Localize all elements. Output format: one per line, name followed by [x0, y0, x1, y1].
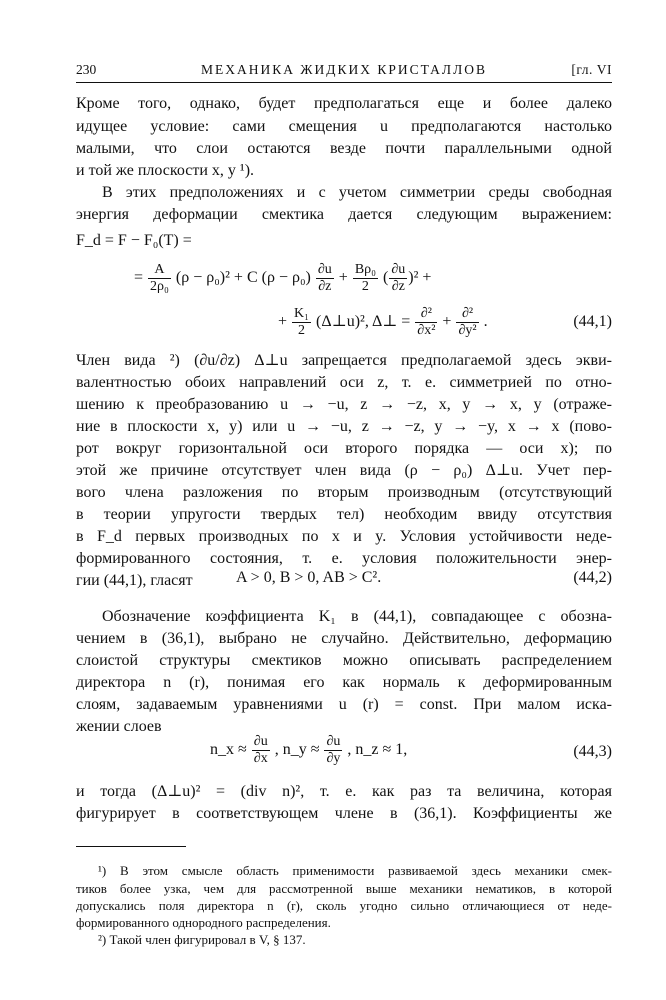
denominator: 2 [353, 278, 378, 295]
numerator: Bρ₀ [354, 262, 377, 277]
numerator: ∂u [391, 262, 406, 277]
eq-text: + [422, 269, 432, 287]
denominator: ∂z [316, 278, 334, 295]
numerator: ∂u [253, 734, 268, 749]
text-line: слоистой структуры смектиков можно описывать распределением [76, 652, 612, 669]
denominator: 2ρ₀ [150, 279, 169, 294]
eq-text: . [483, 313, 488, 331]
text-line: директора n (r), понимая его как нормаль к деформированным [76, 674, 612, 691]
fraction [316, 262, 334, 295]
text-line: этой же причине отсутствует член вида (ρ − ρ₀) Δ⊥u. Учет пер- [76, 462, 612, 479]
text-line: рот вокруг горизонтальной оси второго порядка — оси x); по [76, 440, 612, 457]
equation-44-1-line3 [278, 306, 488, 339]
fraction [252, 734, 270, 767]
numerator: K₁ [294, 306, 310, 321]
text-line: чением в (36,1), выбрано не случайно. Действительно, деформацию [76, 630, 612, 647]
footnote-rule [76, 846, 186, 847]
eq-text: + [278, 313, 292, 331]
fraction [456, 306, 478, 339]
fraction [353, 262, 378, 295]
numerator: ∂u [317, 262, 332, 277]
text-line: ние в плоскости x, y) или u → −u, z → −z, y → −y, x → x (пово- [76, 418, 612, 435]
numerator: ∂u [326, 734, 341, 749]
equation-44-1-line1: F_d = F − F₀(T) = [76, 232, 192, 249]
footnote-line: ²) Такой член фигурировал в V, § 137. [98, 932, 306, 947]
eq-text: (Δ⊥u)², Δ⊥ = [316, 313, 415, 331]
running-header [76, 60, 612, 84]
text-line: Кроме того, однако, будет предполагаться еще и более далеко [76, 95, 612, 112]
fraction [148, 262, 171, 295]
text-line: В этих предположениях и с учетом симметрии среды свободная [102, 184, 612, 201]
text-line: энергия деформации смектика дается следующим выражением: [76, 206, 612, 223]
numerator: ∂² [420, 306, 432, 321]
equation-number: (44,3) [573, 743, 612, 760]
running-title: МЕХАНИКА ЖИДКИХ КРИСТАЛЛОВ [201, 62, 487, 77]
equation-number: (44,1) [573, 313, 612, 330]
denominator: 2 [292, 322, 311, 339]
footnote-line: ¹) В этом смысле область применимости развиваемой здесь механики смек- [98, 863, 612, 878]
chapter-label: [гл. VI [571, 62, 612, 77]
fraction [292, 306, 311, 339]
eq-text: + [338, 269, 352, 287]
text-line: формированного состояния, т. е. условия положительности энер- [76, 550, 612, 567]
header-rule [76, 82, 612, 83]
eq-text: (ρ − ρ₀)² + C (ρ − ρ₀) [175, 269, 315, 287]
equation-44-3 [210, 734, 407, 767]
text-line: гии (44,1), гласят [76, 572, 193, 589]
equation-44-1-line2 [134, 262, 431, 295]
text-line: и тогда (Δ⊥u)² = (div n)², т. е. как раз та величина, которая [76, 783, 612, 800]
text-line: слоям, задаваемым уравнениями u (r) = const. При малом иска- [76, 696, 612, 713]
denominator: ∂z [389, 278, 407, 295]
eq-text: , n_y ≈ [274, 741, 324, 759]
paren: ( [383, 269, 389, 287]
denominator: ∂y² [458, 323, 477, 338]
text-line: фигурирует в соответствующем члене в (36,1). Коэффициенты же [76, 805, 612, 822]
text-line: малыми, что слои остаются везде почти параллельными одной [76, 140, 612, 157]
text-line: и той же плоскости x, y ¹). [76, 162, 255, 179]
text-line: вого члена разложения по вторым производным (отсутствующий [76, 484, 612, 501]
eq-text: = [134, 269, 148, 287]
eq-text: n_x ≈ [210, 741, 251, 759]
fraction [389, 262, 407, 295]
eq-text: , n_z ≈ 1, [347, 741, 408, 759]
denominator: ∂x [253, 751, 268, 766]
paren: )² [408, 269, 419, 287]
fraction [415, 306, 437, 339]
text-line: Обозначение коэффициента K₁ в (44,1), совпадающее с обозна- [102, 608, 612, 625]
numerator: ∂² [461, 306, 474, 321]
numerator: A [154, 262, 165, 277]
text-line: шению к преобразованию u → −u, z → −z, x, y → x, y (отраже- [76, 396, 612, 413]
equation-44-2: A > 0, B > 0, AB > C². [236, 569, 382, 586]
footnote-line: допускались поля директора n (r), сколь угодно сильно отличающиеся от неде- [76, 898, 612, 913]
page-number: 230 [76, 62, 97, 77]
text-line: жении слоев [76, 718, 162, 735]
eq-text: + [442, 313, 456, 331]
footnote-line: формированного однородного распределения. [76, 915, 331, 930]
denominator: ∂x² [417, 323, 436, 338]
footnote-line: тиков более узка, чем для рассмотренной выше механики нематиков, в которой [76, 881, 612, 896]
denominator: ∂y [326, 751, 341, 766]
text-line: в теории упругости твердых тел) необходим ввиду отсутствия [76, 506, 612, 523]
text-line: в F_d первых производных по x и y. Условия устойчивости неде- [76, 528, 612, 545]
text-line: валентностью обоих направлений оси z, т. е. симметрией по отно- [76, 374, 612, 391]
equation-number: (44,2) [573, 569, 612, 586]
text-line: идущее условие: сами смещения u предполагаются настолько [76, 118, 612, 135]
text-line: Член вида ²) (∂u/∂z) Δ⊥u запрещается предполагаемой здесь экви- [76, 352, 612, 369]
fraction [324, 734, 342, 767]
